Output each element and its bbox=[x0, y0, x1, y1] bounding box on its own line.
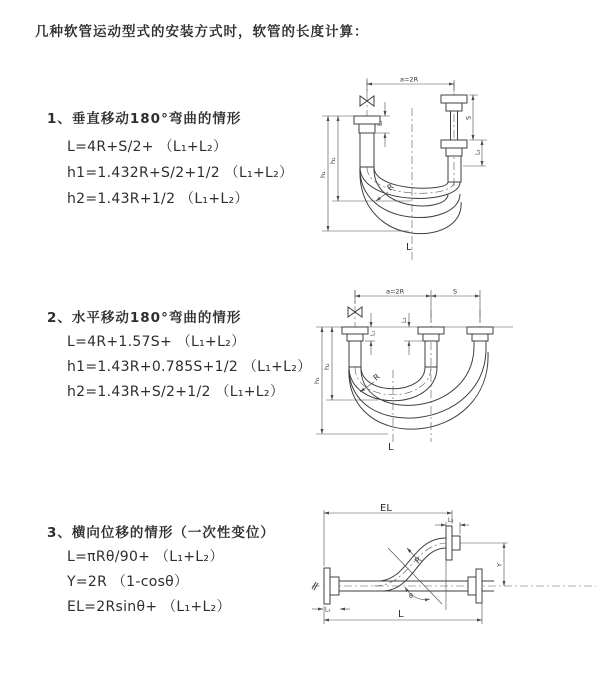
horizontal-bend-diagram bbox=[308, 282, 600, 457]
page-title: 几种软管运动型式的安装方式时，软管的长度计算： bbox=[35, 24, 369, 40]
dim-label-span: a=2R bbox=[386, 287, 405, 296]
section-2-formula-h2: h2=1.43R+S/2+1/2 （L₁+L₂） bbox=[67, 384, 285, 400]
dim-label-r: R bbox=[413, 555, 424, 566]
section-2-formula-h1: h1=1.43R+0.785S+1/2 （L₁+L₂） bbox=[67, 359, 312, 375]
dim-label-r: R bbox=[371, 372, 382, 383]
dim-label-l-total: L bbox=[388, 442, 394, 453]
dim-label-el: EL bbox=[380, 503, 392, 514]
section-3-formula-EL: EL=2Rsinθ+ （L₁+L₂） bbox=[67, 599, 231, 615]
hose-u-curves bbox=[360, 167, 461, 234]
dim-label-l1: L₁ bbox=[325, 607, 331, 614]
section-2-formula-L: L=4R+1.57S+ （L₁+L₂） bbox=[67, 334, 246, 350]
dim-label-h2: h₂ bbox=[323, 363, 331, 370]
section-1-heading: 1、垂直移动180°弯曲的情形 bbox=[47, 111, 242, 127]
dim-label-r: R bbox=[385, 182, 396, 193]
dim-label-l2: L₂ bbox=[402, 317, 408, 323]
dim-label-l1: L₁ bbox=[370, 330, 377, 336]
hose-s-curve bbox=[378, 538, 446, 591]
dim-label-l-total: L bbox=[398, 609, 404, 620]
dim-label-s: S bbox=[453, 287, 458, 296]
section-1-formula-h2: h2=1.43R+1/2 （L₁+L₂） bbox=[67, 191, 249, 207]
section-3-heading: 3、横向位移的情形（一次性变位） bbox=[47, 525, 275, 541]
dim-label-l2: L₂ bbox=[475, 149, 482, 155]
section-3-formula-Y: Y=2R （1-cosθ） bbox=[67, 574, 189, 590]
dimensions bbox=[312, 503, 508, 624]
centerlines bbox=[355, 287, 480, 444]
upper-end-fitting bbox=[446, 526, 460, 560]
section-1-formula-h1: h1=1.432R+S/2+1/2 （L₁+L₂） bbox=[67, 165, 294, 181]
dim-label-s: S bbox=[464, 115, 473, 120]
right-end-fitting bbox=[467, 327, 493, 346]
left-end-fitting bbox=[342, 307, 368, 367]
lateral-displacement-diagram bbox=[308, 498, 600, 643]
section-2-heading: 2、水平移动180°弯曲的情形 bbox=[47, 310, 242, 326]
dim-label-h1: h₁ bbox=[313, 377, 321, 384]
vertical-bend-diagram bbox=[312, 70, 594, 265]
dim-label-l2: L₂ bbox=[448, 518, 454, 524]
dim-label-l-total: L bbox=[406, 242, 412, 253]
dim-label-h2: h₂ bbox=[329, 157, 337, 164]
dim-label-theta: θ bbox=[409, 592, 413, 600]
dim-label-y: Y bbox=[495, 563, 504, 567]
section-1-formula-L: L=4R+S/2+ （L₁+L₂） bbox=[67, 139, 228, 155]
dim-label-l1: L₁ bbox=[378, 120, 384, 126]
section-3-formula-L: L=πRθ/90+ （L₁+L₂） bbox=[67, 549, 224, 565]
dim-label-h1: h₁ bbox=[319, 171, 327, 178]
dim-label-span: a=2R bbox=[400, 75, 419, 84]
hose-u-curves bbox=[349, 346, 488, 429]
